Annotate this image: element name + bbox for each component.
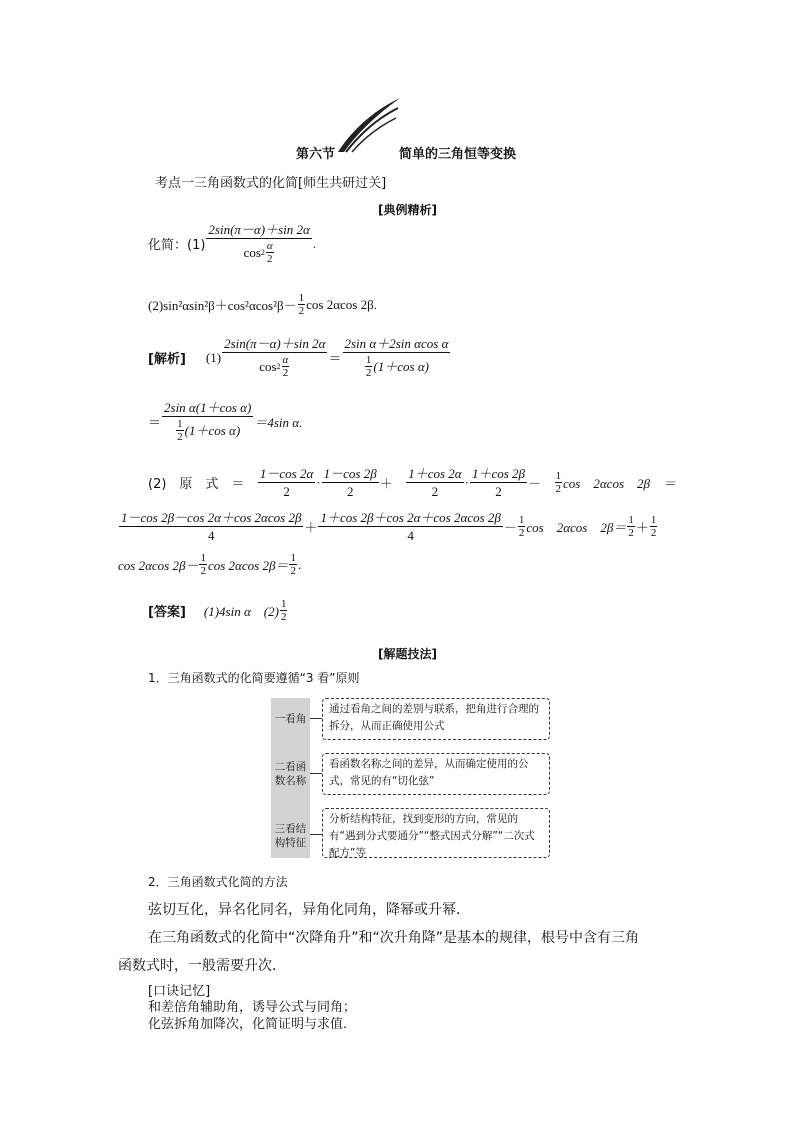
rule2-title: 2．三角函数式化简的方法 bbox=[148, 875, 288, 889]
answer-line: [答案] (1)4sin α (2) $\frac{1}{2}$ bbox=[148, 598, 287, 623]
rule2-paragraph-2b: 函数式时，一般需要升次． bbox=[118, 958, 286, 974]
rule2-paragraph-1: 弦切互化，异名化同名，异角化同角，降幂或升幂． bbox=[148, 902, 470, 918]
problem-2-tail: cos 2αcos 2β. bbox=[306, 296, 377, 312]
solution-2-line2: $\frac{1-\cos 2\beta-\cos 2\alpha+\cos 2\alpha\cos 2\beta}{4}$ ＋ $\frac{1+\cos 2\beta+\cos 2\alpha+\cos 2\alpha\cos 2\beta}{4}$ － $\frac{1}{2}$ cos 2αcos 2β＝ $\frac{1}{2}$ ＋ $\frac{1}{2}$ bbox=[121, 510, 657, 543]
rule2-paragraph-2a: 在三角函数式的化简中“次降角升”和“次升角降”是基本的规律，根号中含有三角 bbox=[148, 930, 640, 946]
rule1-title: 1．三角函数式的化简要遵循“3 看”原则 bbox=[148, 671, 360, 685]
header-swoosh-icon bbox=[334, 96, 404, 154]
diagram-box-1: 通过看角之间的差别与联系，把角进行合理的拆分，从而正确使用公式 bbox=[322, 698, 550, 740]
diagram-label-2: 二看函数名称 bbox=[274, 761, 307, 787]
solution-2-line3: cos 2αcos 2β－ $\frac{1}{2}$ cos 2αcos 2β＝ $\frac{1}{2}$ . bbox=[118, 552, 302, 577]
solution-1: [解析] (1) 2sin(π－α)＋sin 2α cos 2 $\frac{\alpha}{2}$ ＝ 2sin α＋2sin αcos α $\frac{1}{2}$ (1＋cos α) bbox=[148, 336, 449, 379]
diagram-box-2: 看函数名称之间的差异，从而确定使用的公式，常见的有“切化弦” bbox=[322, 753, 550, 795]
problem-1: 化简：(1) 2sin(π－α)＋sin 2α cos 2 $\frac{\alpha}{2}$ . bbox=[148, 222, 317, 265]
diagram-label-1: 一看角 bbox=[274, 713, 307, 725]
connector-1 bbox=[310, 718, 322, 719]
mnemonic-line-2: 化弦拆角加降次，化简证明与求值. bbox=[148, 1017, 348, 1032]
example-tag: [典例精析] bbox=[378, 203, 437, 217]
connector-3 bbox=[310, 834, 322, 835]
connector-2 bbox=[310, 773, 322, 774]
method-tag: [解题技法] bbox=[378, 647, 437, 661]
solution-2-line1: (2) 原 式 ＝ $\frac{1-\cos 2\alpha}{2}$ · $\frac{1-\cos 2\beta}{2}$ ＋ $\frac{1+\cos 2\alpha}{2}$ · $\frac{1+\cos 2\beta}{2}$ － $\frac{1}{2}$ cos 2αcos 2β ＝ bbox=[148, 466, 676, 499]
mnemonic-tag: [口诀记忆] bbox=[148, 984, 211, 999]
diagram-box-3: 分析结构特征，找到变形的方向，常见的有“遇到分式要通分”“整式因式分解”“二次式配方”等 bbox=[322, 808, 550, 858]
problem-1-numerator: 2sin(π－α)＋sin 2α bbox=[208, 222, 310, 237]
problem-1-denominator: cos 2 $\frac{\alpha}{2}$ bbox=[243, 240, 273, 265]
section-number: 第六节 bbox=[296, 147, 336, 162]
diagram-label-3: 三看结构特征 bbox=[274, 823, 307, 849]
problem-intro: 化简：(1) bbox=[148, 238, 206, 253]
problem-2: (2)sin²αsin²β＋cos²αcos²β－ $\frac{1}{2}$ cos 2αcos 2β. bbox=[148, 292, 377, 317]
solution-tag: [解析] bbox=[148, 352, 186, 367]
mnemonic-line-1: 和差倍角辅助角，诱导公式与同角； bbox=[148, 1000, 357, 1015]
problem-2-lead: (2)sin²αsin²β＋cos²αcos²β－ bbox=[148, 298, 297, 313]
kaodian-heading: 考点一三角函数式的化简[师生共研过关] bbox=[155, 176, 387, 191]
section-title: 简单的三角恒等变换 bbox=[399, 147, 517, 162]
problem-1-fraction bbox=[206, 222, 311, 265]
solution-1b: ＝ 2sin α(1＋cos α) $\frac{1}{2}$ (1＋cos α) ＝4sin α. bbox=[148, 400, 303, 443]
answer-tag: [答案] bbox=[148, 605, 186, 620]
